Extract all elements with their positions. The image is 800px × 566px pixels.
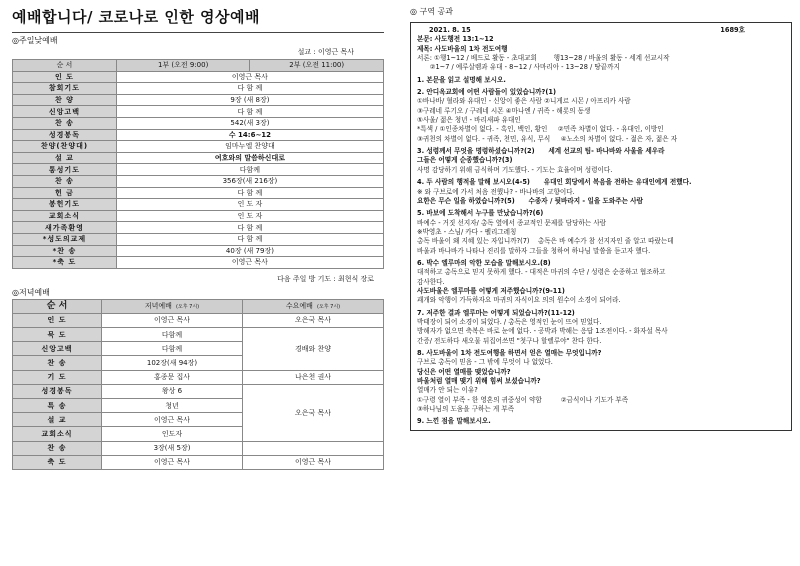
table-row (13, 313, 384, 327)
study-line: 바울과 바나바가 나타나 진리를 말하자 그들을 청하여 하나님 말씀을 듣고자 했다. (417, 246, 651, 255)
study-line: 괘개와 악행이 가득하자요 마귀의 자식이요 의의 원수이 소경이 되어라. (417, 296, 621, 305)
table-row (13, 83, 384, 95)
sermon-preacher: 설교 : 이영근 목사 (297, 48, 354, 56)
order-label: 신앙고백 (13, 106, 117, 118)
study-line: 서론: ①행1~12 / 베드로 활동 - 초대교회 행13~28 / 바울의 활동 - 세계 선교시작 (417, 54, 670, 63)
order-label: 인 도 (13, 313, 102, 327)
order-label: 찬 양 (13, 94, 117, 106)
order-label: 교회소식 (13, 210, 117, 222)
question-line: 8. 사도바울이 1차 전도여행을 하면서 얻은 열매는 무엇입니까? (417, 349, 602, 357)
order-value: 인 도 자 (116, 210, 383, 222)
evening-value: 다함께 (102, 342, 243, 356)
study-line: 총독 바울이 왜 지혜 있는 자입니까?(7) 총독은 바 예수가 참 선지자인 줄 알고 따랐는데 (417, 237, 674, 246)
study-line: 대적하고 총독으로 믿지 못하게 했다. - 대적은 마귀의 수단 / 성령은 순종하고 협조하고 (417, 268, 666, 277)
question-line: 당신은 어떤 열매를 맺었습니까? (417, 367, 511, 376)
order-value: 다 함 께 (116, 83, 383, 95)
evening-service-label: ◎저녁예배 (12, 287, 50, 297)
evening-header-1 (243, 299, 384, 313)
study-date: 2021. 8. 15 (429, 26, 471, 34)
order-value: 이영근 목사 (116, 257, 383, 269)
question-line: 요한은 무슨 일을 하였습니까?(5) 수종자 / 뒷바라지 - 일을 도와주는 사람 (417, 196, 643, 205)
table-row (13, 175, 384, 187)
table-row (13, 199, 384, 211)
order-value: 40장 (새 79장) (116, 245, 383, 257)
table-row (13, 94, 384, 106)
question-line: 바울처럼 열매 맺기 위해 힘써 보셨습니까? (417, 377, 541, 386)
table-row (13, 141, 384, 153)
study-line: 바예수 - 거짓 선지자/ 총독 옆에서 종교적인 문제를 담당하는 사람 (417, 218, 607, 227)
evening-value: 청년 (102, 399, 243, 413)
study-line: ②1~7 / 예루살렘과 유대 - 8~12 / 사마리아 - 13~28 / 땅끝까지 (417, 63, 620, 72)
sunday-header-1: 1부 (오전 9:00) (116, 60, 250, 72)
next-week-prayer: 다음 주일 방 기도 : 최현식 장로 (277, 274, 374, 283)
table-row (13, 164, 384, 176)
table-row (13, 441, 384, 455)
evening-value: 이영근 목사 (102, 455, 243, 469)
service-time: (오후 7시) (316, 303, 341, 310)
table-row (13, 245, 384, 257)
study-line: ③구레네 루기오 / 구레네 시몬 ④마나엔 / 귀족 - 해롯의 동생 (417, 106, 591, 115)
order-label: 참회기도 (13, 83, 117, 95)
table-row (13, 152, 384, 164)
study-line: ①구령 열이 부족 - 한 영혼의 귀중성이 약함 ②금식이나 기도가 부족 (417, 395, 629, 404)
question-line: 3. 성령께서 무엇을 명령하셨습니까?(2) 세계 선교의 팀- 바나바와 사울을 세우라 (417, 147, 665, 156)
question-line: 7. 저주한 결과 엘루마는 어떻게 되었습니까?(11-12) (417, 308, 575, 317)
study-box (410, 22, 792, 431)
table-row (13, 129, 384, 141)
study-line: ※박영초 - 스님/ 카다 - 펠리그레칭 (417, 227, 517, 236)
order-value: 임마누엘 찬양대 (116, 141, 383, 153)
order-label: 특 송 (13, 399, 102, 413)
order-label: 찬양(찬양대) (13, 141, 117, 153)
order-label: *축 도 (13, 257, 117, 269)
order-label: 찬 송 (13, 117, 117, 129)
question-line: 2. 안디옥교회에 어떤 사람들이 있었습니까?(1) (417, 88, 556, 97)
order-label: 통성기도 (13, 164, 117, 176)
table-row (13, 106, 384, 118)
order-value: 수 14:6~12 (116, 129, 383, 141)
wednesday-value: 이영근 목사 (243, 455, 384, 469)
study-line: 구브로 총독이 믿음 - 그 밖에 무엇이 나 없었다. (417, 358, 553, 367)
divider (12, 32, 384, 33)
question-line: 4. 두 사람의 행적을 말해 보시오(4-5) 유대인 회당에서 복음을 전하는 유대인에게 전했다. (417, 178, 692, 187)
order-label: 설 교 (13, 413, 102, 427)
table-row (13, 187, 384, 199)
study-line: *특색 / ①인종차별이 없다. - 흑인, 백인, 황인 ②민족 차별이 없다. - 유대인, 이방인 (417, 125, 664, 134)
study-label: ◎ 구역 공과 (410, 7, 453, 16)
order-value: 다 함 께 (116, 233, 383, 245)
order-label: 설 교 (13, 152, 117, 164)
service-time: (오후 7시) (175, 303, 200, 310)
table-row (13, 222, 384, 234)
study-line: ※ 와 구브로에 가서 처음 전했나? - 바나바의 고향이다. (417, 187, 575, 196)
order-label: 성경봉독 (13, 129, 117, 141)
page-title: 예배합니다/ 코로나로 인한 영상예배 (12, 8, 260, 26)
order-value: 인 도 자 (116, 199, 383, 211)
study-line: 박태장이 되어 소경이 되었다. / 총독은 영적인 눈이 뜨여 믿었다. (417, 317, 602, 326)
table-row (13, 384, 384, 398)
order-value: 다 함 께 (116, 187, 383, 199)
evening-value: 이영근 목사 (102, 313, 243, 327)
issue-number: 1689호 (720, 26, 745, 34)
evening-value: 인도자 (102, 427, 243, 441)
question-line: 9. 느낀 점을 말해보시오. (417, 417, 491, 426)
order-label: 새가족환영 (13, 222, 117, 234)
study-line: 본문: 사도행전 13:1~12 (417, 35, 494, 44)
table-row (13, 117, 384, 129)
order-label: 찬 송 (13, 175, 117, 187)
table-row (13, 370, 384, 384)
order-value: 다함께 (116, 164, 383, 176)
table-row (13, 233, 384, 245)
order-value: 다 함 께 (116, 106, 383, 118)
study-line: ③귀천의 차별이 없다. - 귀족, 천민, 유식, 무식 ④노소의 차별이 없다. - 젊은 자, 젊은 자 (417, 134, 678, 143)
question-line: 그들은 어떻게 순종했습니까?(3) (417, 156, 513, 165)
study-line: ③하나님의 도움을 구하는 게 부족 (417, 405, 515, 414)
order-label: 봉헌기도 (13, 199, 117, 211)
sunday-header-2: 2부 (오전 11:00) (250, 60, 384, 72)
evening-header-order: 순 서 (13, 299, 102, 313)
service-name: 수요예배 (285, 301, 313, 310)
evening-value: 102장(새 94장) (102, 356, 243, 370)
evening-header-0 (102, 299, 243, 313)
wednesday-value: 오은국 목사 (243, 384, 384, 441)
study-line: 사명 감당하기 위해 금식하며 기도했다. - 기도는 효율이며 성령이다. (417, 165, 613, 174)
worship-order-column (12, 6, 384, 470)
table-row (13, 328, 384, 342)
sunday-header-0: 순 서 (13, 60, 117, 72)
service-name: 저녁예배 (144, 301, 172, 310)
study-line: 열매가 안 되는 이유? (417, 386, 478, 395)
question-line: 사도바울은 엘루마를 어떻게 저주했습니까?(9-11) (417, 286, 565, 295)
study-line: 감사한다. (417, 277, 445, 286)
order-label: 찬 송 (13, 441, 102, 455)
order-value: 9장 (새 8장) (116, 94, 383, 106)
evening-service-table (12, 299, 384, 470)
evening-value: 3장(새 5장) (102, 441, 243, 455)
order-label: 성경봉독 (13, 384, 102, 398)
evening-value: 왕상 6 (102, 384, 243, 398)
wednesday-value: 나은천 권사 (243, 370, 384, 384)
order-label: 교회소식 (13, 427, 102, 441)
wednesday-value (243, 441, 384, 455)
question-line: 6. 박수 엘루마의 악한 모습을 말해보시오.(8) (417, 258, 551, 267)
table-row (13, 210, 384, 222)
question-line: 5. 바보에 도착해서 누구를 만났습니까?(6) (417, 209, 544, 218)
table-row (13, 257, 384, 269)
order-value: 이영근 목사 (116, 71, 383, 83)
study-line: ⑤사울/ 젊은 청년 - 바리새파 유대인 (417, 116, 521, 125)
evening-value: 이영근 목사 (102, 413, 243, 427)
question-line: 1. 본문을 읽고 설명해 보시오. (417, 75, 506, 84)
order-label: 기 도 (13, 370, 102, 384)
order-label: 찬 송 (13, 356, 102, 370)
table-row (13, 71, 384, 83)
sunday-service-table (12, 59, 384, 269)
order-value: 542(새 3장) (116, 117, 383, 129)
order-label: 신앙고백 (13, 342, 102, 356)
order-label: *찬 송 (13, 245, 117, 257)
order-label: 축 도 (13, 455, 102, 469)
wednesday-value: 오은국 목사 (243, 313, 384, 327)
evening-value: 홍종문 집사 (102, 370, 243, 384)
study-line: 간증/ 전도하다 새오물 뒤집어쓰면 "첫구나 할렐루야" 찬다 한다. (417, 336, 602, 345)
study-line: 방해자가 없으면 축복은 바로 눈에 없다. - 공박과 박해는 응답 1조전이다. - 화자설 목사 (417, 327, 668, 336)
order-label: *성도의교제 (13, 233, 117, 245)
study-line: ①바나바/ 혈라와 유대인 - 신앙이 좋은 사람 ②니게르 시몬 / 아프리카 사람 (417, 97, 631, 106)
order-value: 다 함 께 (116, 222, 383, 234)
table-row (13, 455, 384, 469)
order-label: 인 도 (13, 71, 117, 83)
evening-value: 다함께 (102, 328, 243, 342)
order-label: 묵 도 (13, 328, 102, 342)
study-line: 제목: 사도바울의 1차 전도여행 (417, 44, 508, 53)
order-label: 헌 금 (13, 187, 117, 199)
sunday-service-label: ◎주일낮예배 (12, 36, 58, 45)
cell-study-column (410, 6, 792, 431)
wednesday-value: 경배와 찬양 (243, 328, 384, 371)
order-value: 여호와의 말씀하신대로 (116, 152, 383, 164)
order-value: 356장(새 216장) (116, 175, 383, 187)
